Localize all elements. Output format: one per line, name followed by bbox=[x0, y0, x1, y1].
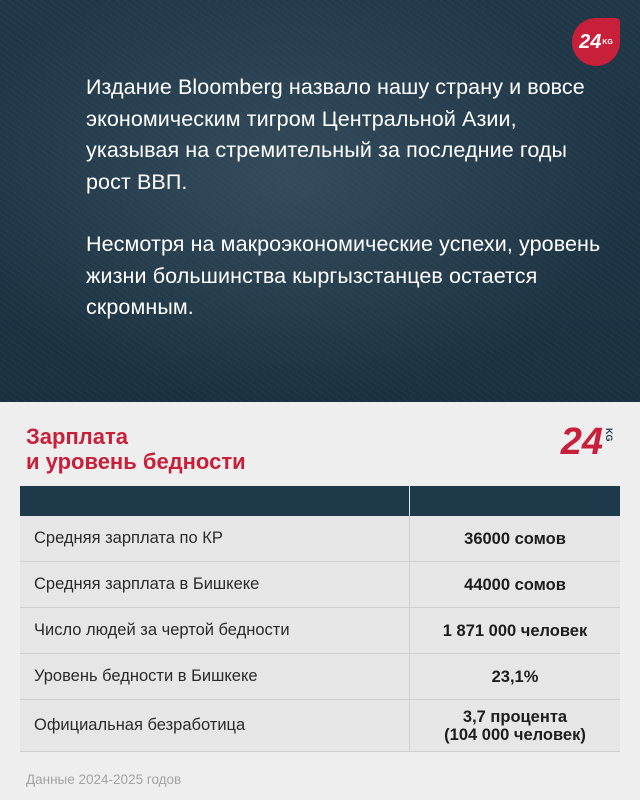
row-value: 44000 сомов bbox=[410, 562, 620, 607]
table-row bbox=[20, 608, 620, 654]
row-value: 36000 сомов bbox=[410, 516, 620, 561]
intro-text bbox=[86, 72, 606, 324]
brand-logo-suffix: KG bbox=[604, 428, 614, 442]
stats-table bbox=[20, 486, 620, 752]
table-header-cell-1 bbox=[20, 486, 410, 516]
data-source-footnote: Данные 2024-2025 годов bbox=[26, 772, 182, 787]
brand-badge-suffix: KG bbox=[602, 38, 613, 46]
intro-paragraph-1: Издание Bloomberg назвало нашу страну и вовсе экономическим тигром Центральной Азии, указывая на стремительный за последние годы рост ВВП. bbox=[86, 75, 585, 194]
brand-badge-number: 24 bbox=[579, 30, 602, 53]
table-row bbox=[20, 562, 620, 608]
section-title-line-1: Зарплата bbox=[26, 424, 128, 449]
section-title bbox=[26, 424, 246, 474]
table-row bbox=[20, 516, 620, 562]
table-header-cell-2 bbox=[410, 486, 620, 516]
row-label: Число людей за чертой бедности bbox=[20, 608, 410, 653]
data-panel bbox=[0, 402, 640, 800]
row-value bbox=[410, 700, 620, 751]
row-label: Уровень бедности в Бишкеке bbox=[20, 654, 410, 699]
table-row bbox=[20, 700, 620, 752]
row-value-line-1: 3,7 процента bbox=[462, 707, 568, 726]
brand-logo-number: 24 bbox=[560, 421, 603, 463]
row-label: Средняя зарплата в Бишкеке bbox=[20, 562, 410, 607]
intro-paragraph-2: Несмотря на макроэкономические успехи, уровень жизни большинства кыргызстанцев остается скромным. bbox=[86, 232, 601, 319]
section-title-line-2: и уровень бедности bbox=[26, 449, 246, 474]
row-value: 1 871 000 человек bbox=[410, 608, 620, 653]
row-label: Средняя зарплата по КР bbox=[20, 516, 410, 561]
brand-badge bbox=[572, 18, 620, 66]
row-value-line-2: (104 000 человек) bbox=[444, 725, 586, 744]
table-row bbox=[20, 654, 620, 700]
row-label: Официальная безработица bbox=[20, 700, 410, 751]
table-header bbox=[20, 486, 620, 516]
row-value: 23,1% bbox=[410, 654, 620, 699]
brand-logo bbox=[561, 422, 614, 462]
